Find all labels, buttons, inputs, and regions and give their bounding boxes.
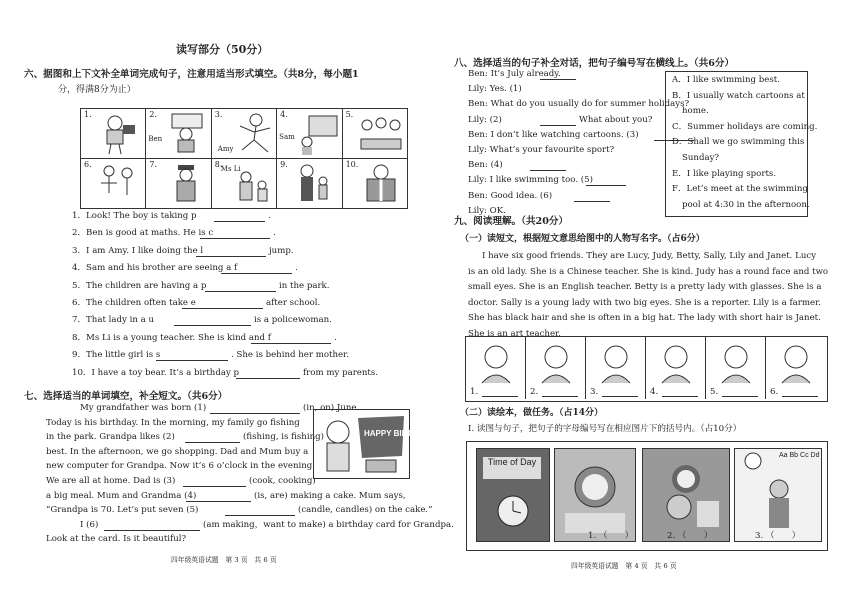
answer-blank[interactable] <box>210 404 300 414</box>
answer-blank[interactable] <box>186 492 251 502</box>
passage-line-10: Look at the card. Is it beautiful? <box>46 534 187 545</box>
option-line-3: home. <box>682 106 709 117</box>
section8-header: 八、选择适当的句子补全对话，把句子编号写在横线上。（共6分） <box>454 58 735 69</box>
grid-cell-10: 10. <box>342 159 407 209</box>
person-face-icon <box>648 339 704 383</box>
grid-cell-6: 6. <box>81 159 146 209</box>
book-cover <box>476 448 550 542</box>
question-6-end: after school. <box>266 298 321 308</box>
grid-cell-8: 8. Ms Li <box>211 159 276 209</box>
passage-line-9-end: (am making，want to make) a birthday card for Grandpa. <box>203 519 454 530</box>
face-label-5: 5. <box>710 387 719 397</box>
answer-blank[interactable] <box>185 433 240 443</box>
girl-behind-mother-icon <box>293 163 337 205</box>
question-7: 7．That lady in a u <box>72 315 155 326</box>
book-title: Time of Day <box>483 457 541 479</box>
option-line-6: Sunday? <box>682 153 720 163</box>
dialog-line-6: Lily: What’s your favourite sport? <box>468 145 615 155</box>
passage-line-2: Today is his birthday. In the morning, my family go fishing <box>46 417 300 428</box>
dialog-line-9: Ben: Good idea. (6) <box>468 190 553 201</box>
section7-header: 七、选择适当的单词填空，补全短文。（共6分） <box>24 391 228 402</box>
grid-cell-1: 1. <box>81 109 146 159</box>
option-line-5: D．Shall we go swimming this <box>672 137 805 148</box>
passage-line-4: best. In the afternoon, we go shopping. Dad and Mum buy a <box>46 446 309 457</box>
answer-blank[interactable] <box>196 247 266 257</box>
answer-blank[interactable] <box>183 477 246 487</box>
question-1-end: . <box>268 211 271 221</box>
question-3-end: jump. <box>269 245 294 256</box>
answer-blank[interactable] <box>540 116 576 126</box>
section9-header: 九、阅读理解。（共20分） <box>454 216 569 227</box>
passage-line-9: I (6) <box>80 519 99 530</box>
clock-classroom-icon <box>735 449 821 541</box>
dialog-line-5: Ben: I don’t like watching cartoons. (3) <box>468 129 639 140</box>
question-9: 9．The little girl is s <box>72 350 161 361</box>
clock-sleeping-icon <box>555 449 635 541</box>
question-4: 4．Sam and his brother are seeing a f <box>72 263 238 274</box>
passage-line-3: small eyes. She is an English teacher. Betty is a pretty lady with glasses. She is a <box>468 282 822 293</box>
card-text: HAPPY BIRTHDAY <box>364 429 435 438</box>
dialog-line-4-end: What about you? <box>579 114 653 125</box>
answer-blank[interactable] <box>225 506 295 516</box>
passage-line-5: new computer for Grandpa. Now it’s 6 o’clock in the evening. <box>46 461 316 472</box>
passage-line-1-end: (in, on) June. <box>303 403 360 413</box>
dialog-line-8: Lily: I like swimming too. (5) <box>468 175 593 186</box>
movie-screen-icon <box>299 112 339 156</box>
teacher-children-icon <box>232 171 274 207</box>
dialog-line-10: Lily: OK. <box>468 205 506 216</box>
dialog-line-4: Lily: (2) <box>468 114 502 125</box>
answer-blank[interactable] <box>574 192 610 202</box>
option-line-2: B．I usually watch cartoons at <box>672 90 805 101</box>
grid-cell-7: 7. <box>146 159 211 209</box>
boy-camera-icon <box>97 113 141 155</box>
picture-grid <box>80 108 408 209</box>
section-title: 读写部分（50分） <box>176 43 269 56</box>
dialog-line-1: Ben: It’s July already. <box>468 69 561 79</box>
blank-2: 2. （ ） <box>667 531 713 541</box>
answer-blank[interactable] <box>104 521 200 531</box>
grid-cell-5: 5. <box>342 109 407 159</box>
dialog-line-7: Ben: (4) <box>468 160 503 171</box>
dialog-line-2: Lily: Yes. (1) <box>468 84 522 95</box>
passage-line-1: My grandfather was born (1) <box>80 403 207 413</box>
question-9-end: . She is behind her mother. <box>231 350 349 361</box>
question-1: 1．Look! The boy is taking p <box>72 211 197 221</box>
person-face-icon <box>468 339 524 383</box>
question-6: 6．The children often take e <box>72 298 196 308</box>
passage-line-6: She is an art teacher. <box>468 329 561 339</box>
blank-1: 1. （ ） <box>588 531 634 541</box>
left-footer: 四年级英语试题 第 3 页 共 6 页 <box>171 556 277 564</box>
question-2: 2．Ben is good at maths. He is c <box>72 228 214 239</box>
answer-blank[interactable] <box>662 387 698 397</box>
face-label-1: 1. <box>470 387 479 397</box>
question-4-end: . <box>295 263 298 274</box>
answer-blank[interactable] <box>214 212 265 222</box>
question-2-end: . <box>273 228 276 239</box>
face-label-6: 6. <box>770 387 779 397</box>
blank-3: 3. （ ） <box>755 531 801 541</box>
option-line-4: C．Summer holidays are coming. <box>672 121 818 132</box>
question-8-end: . <box>334 332 337 343</box>
answer-blank[interactable] <box>236 369 300 379</box>
dialog-line-3: Ben: What do you usually do for summer holidays? <box>468 99 690 110</box>
right-page <box>430 0 860 608</box>
face-label-4: 4. <box>650 387 659 397</box>
answer-blank[interactable] <box>722 387 758 397</box>
story-picture-2 <box>642 448 730 542</box>
policewoman-icon <box>166 163 206 205</box>
answer-blank[interactable] <box>251 334 331 344</box>
person-face-icon <box>588 339 644 383</box>
answer-blank[interactable] <box>182 299 263 309</box>
answer-blank[interactable] <box>602 387 638 397</box>
answer-blank[interactable] <box>782 387 818 397</box>
question-5: 5．The children are having a p <box>72 280 207 291</box>
board-letters: Aa Bb Cc Dd <box>779 452 820 459</box>
story-picture-1 <box>554 448 636 542</box>
grandpa-birthday-icon <box>314 410 435 478</box>
passage-line-8: “Grandpa is 70. Let’s put seven (5) <box>46 505 199 516</box>
answer-blank[interactable] <box>586 176 626 186</box>
story-picture-3 <box>734 448 822 542</box>
person-face-icon <box>528 339 584 383</box>
answer-blank[interactable] <box>482 387 518 397</box>
question-5-end: in the park. <box>279 280 330 291</box>
section6-header: 六、据图和上下文补全单词完成句子，注意用适当形式填空。（共8分，每小题1 <box>24 69 359 80</box>
answer-blank[interactable] <box>174 316 251 326</box>
grid-cell-9: 9. <box>277 159 342 209</box>
passage-line-3: in the park. Grandpa likes (2) <box>46 432 175 443</box>
answer-blank[interactable] <box>542 387 578 397</box>
children-exercise-icon <box>97 163 141 205</box>
birthday-card-image <box>313 409 435 479</box>
passage-line-8-end: (candle, candles) on the cake.” <box>298 505 433 516</box>
question-10-end: from my parents. <box>303 367 379 378</box>
question-10: 10．I have a toy bear. It’s a birthday p <box>72 367 240 378</box>
clock-breakfast-icon <box>643 449 729 541</box>
passage-line-3-end: (fishing, is fishing) <box>243 432 324 443</box>
passage-line-7: a big meal. Mum and Grandma (4) <box>46 490 197 501</box>
passage-line-5: She has black hair and she is often in a big hat. The lady with short hair is Janet. <box>468 313 821 324</box>
answer-blank[interactable] <box>530 161 566 171</box>
answer-blank[interactable] <box>205 282 276 292</box>
answer-blank[interactable] <box>200 229 270 239</box>
alarm-clock-icon <box>491 491 535 531</box>
passage-line-7-end: (is, are) making a cake. Mum says, <box>254 490 406 501</box>
option-line-8: F．Let’s meet at the swimming <box>672 184 808 195</box>
right-footer: 四年级英语试题 第 4 页 共 6 页 <box>571 562 677 570</box>
option-line-1: A．I like swimming best. <box>672 75 780 85</box>
passage-line-1: I have six good friends. They are Lucy, Judy, Betty, Sally, Lily and Janet. Lucy <box>482 251 817 261</box>
answer-blank[interactable] <box>156 351 228 361</box>
part2-header: （二）读绘本，做任务。（占14分） <box>460 408 604 418</box>
part1-header: （一）读短文，根据短文意思给图中的人物写名字。（占6分） <box>460 234 705 244</box>
passage-line-6-end: (cook, cooking) <box>249 476 316 486</box>
person-face-icon <box>708 339 764 383</box>
passage-line-4: doctor. Sally is a young lady with two big eyes. She is a reporter. Lily is a farmer. <box>468 297 822 308</box>
answer-blank[interactable] <box>540 70 576 80</box>
grid-cell-3: 3. Amy <box>211 109 276 159</box>
grid-cell-4: 4. Sam <box>277 109 342 159</box>
question-3: 3．I am Amy. I like doing the l <box>72 245 204 256</box>
passage-line-6: We are all at home. Dad is (3) <box>46 476 176 486</box>
face-label-3: 3. <box>590 387 599 397</box>
gift-box-icon <box>359 163 403 205</box>
section6-header-cont: 分，得满8分为止） <box>58 85 136 95</box>
answer-blank[interactable] <box>221 264 292 274</box>
option-line-9: pool at 4:30 in the afternoon. <box>682 199 810 210</box>
grid-cell-2: 2. Ben <box>146 109 211 159</box>
person-face-icon <box>768 339 824 383</box>
picnic-icon <box>357 113 405 155</box>
girl-jumping-icon <box>234 112 274 156</box>
question-7-end: is a policewoman. <box>254 315 332 326</box>
passage-line-2: is an old lady. She is a Chinese teacher. She is kind. Judy has a round face and two <box>468 266 829 277</box>
part2-question: I. 读图与句子，把句子的字母编号写在相应图片下的括号内。（占10分） <box>468 424 742 434</box>
question-8: 8．Ms Li is a young teacher. She is kind and f <box>72 332 271 343</box>
boy-maths-icon <box>168 112 208 156</box>
option-line-7: E．I like playing sports. <box>672 168 777 179</box>
face-label-2: 2. <box>530 387 539 397</box>
